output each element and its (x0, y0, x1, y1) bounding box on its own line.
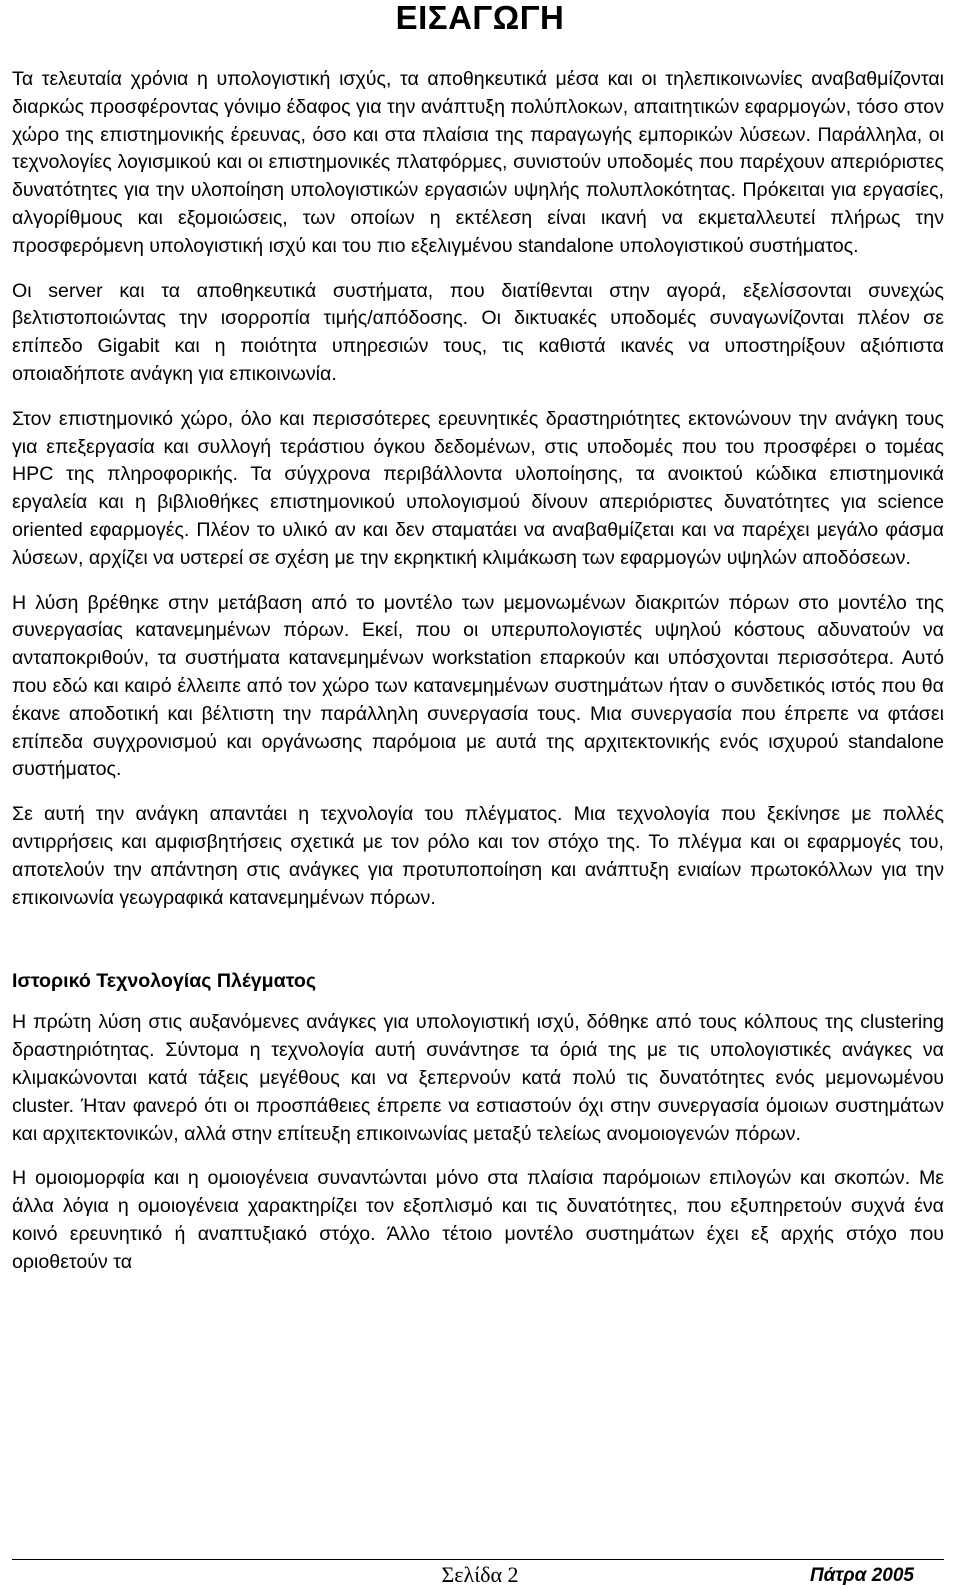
footer-place-year: Πάτρα 2005 (809, 1565, 914, 1586)
intro-paragraph-4: Η λύση βρέθηκε στην μετάβαση από το μοντέλο των μεμονωμένων διακριτών πόρων στο μοντέλο της συνεργασίας κατανεμημένων πόρων. Εκεί, που οι υπερυπολογιστές υψηλού κόστους αδυνατούν να ανταποκριθούν, τα συστήματα κατανεμημένων workstation επαρκούν και υπόσχονται περισσότερα. Αυτό που εδώ και καιρό έλλειπε από τον χώρο των κατανεμημένων συστημάτων ήταν ο συνδετικός ιστός που θα έκανε αποδοτική και βέλτιστη την παράλληλη συνεργασία τους. Μια συνεργασία που έπρεπε να φτάσει επίπεδα συγχρονισμού και οργάνωσης παρόμοια με αυτά της αρχιτεκτονικής ενός ισχυρού standalone συστήματος. (12, 591, 944, 781)
section-paragraph-2: Η ομοιομορφία και η ομοιογένεια συναντώνται μόνο στα πλαίσια παρόμοιων επιλογών και σκοπών. Με άλλα λόγια η ομοιογένεια χαρακτηρίζει τον εξοπλισμό και τις δυνατότητες, που εξυπηρετούν συχνά ένα κοινό ερευνητικό ή αναπτυξιακό στόχο. Άλλο τέτοιο μοντέλο συστημάτων έχει εξ αρχής στόχο που οριοθετούν τα (12, 1167, 944, 1273)
intro-paragraph-2: Οι server και τα αποθηκευτικά συστήματα, που διατίθενται στην αγορά, εξελίσσονται συνεχώς βελτιστοποιώντας την ισορροπία τιμής/απόδοσης. Οι δικτυακές υποδομές συναγωνίζονται πλέον σε επίπεδο Gigabit και η ποιότητα υπηρεσιών τους, τις καθιστά ικανές να υποστηρίξουν αξιόπιστα οποιαδήποτε ανάγκη για επικοινωνία. (12, 279, 944, 385)
page-title: ΕΙΣΑΓΩΓΗ (395, 0, 565, 36)
section-paragraph-1: Η πρώτη λύση στις αυξανόμενες ανάγκες για υπολογιστική ισχύ, δόθηκε από τους κόλπους της clustering δραστηριότητας. Σύντομα η τεχνολογία αυτή συνάντησε τα όριά της με τις υπολογιστικές ανάγκες να κλιμακώνονται κατά τάξεις μεγέθους και να ξεπερνούν κατά πολύ τις δυνατότητες ενός μεμονωμένου cluster. Ήταν φανερό ότι οι προσπάθειες έπρεπε να εστιαστούν όχι στην συνεργασία όμοιων συστημάτων και αρχιτεκτονικών, αλλά στην επίτευξη επικοινωνίας μεταξύ τελείως ανομοιογενών πόρων. (12, 1011, 944, 1145)
document-body (12, 66, 944, 1293)
intro-paragraph-1: Τα τελευταία χρόνια η υπολογιστική ισχύς, τα αποθηκευτικά μέσα και οι τηλεπικοινωνίες αναβαθμίζονται διαρκώς προσφέροντας γόνιμο έδαφος για την ανάπτυξη πολύπλοκων, απαιτητικών εφαρμογών, τόσο στον χώρο της επιστημονικής έρευνας, όσο και στα πλαίσια της παραγωγής εμπορικών λύσεων. Παράλληλα, οι τεχνολογίες λογισμικού και οι επιστημονικές πλατφόρμες, συνιστούν υποδομές που παρέχουν απεριόριστες δυνατότητες για την υλοποίηση υπολογιστικών εργασιών υψηλής πολυπλοκότητας. Πρόκειται για εργασίες, αλγορίθμους και εξομοιώσεις, των οποίων η εκτέλεση είναι ικανή να εκμεταλλευτεί πλήρως την προσφερόμενη υπολογιστική ισχύ και του πιο εξελιγμένου standalone υπολογιστικού συστήματος. (12, 68, 944, 257)
intro-paragraph-3: Στον επιστημονικό χώρο, όλο και περισσότερες ερευνητικές δραστηριότητες εκτονώνουν την ανάγκη τους για επεξεργασία και συλλογή τεράστιου όγκου δεδομένων, στις υποδομές που του προσφέρει ο τομέας HPC της πληροφορικής. Τα σύγχρονα περιβάλλοντα υλοποίησης, τα ανοικτού κώδικα επιστημονικά εργαλεία και η βιβλιοθήκες επιστημονικού υπολογισμού δίνουν απεριόριστες δυνατότητες για science oriented εφαρμογές. Πλέον το υλικό αν και δεν σταματάει να αναβαθμίζεται και να παρέχει μεγάλο φάσμα λύσεων, αρχίζει να υστερεί σε σχέση με την εκρηκτική κλιμάκωση των εφαρμογών υψηλών αποδόσεων. (12, 407, 944, 569)
footer-divider (12, 1559, 944, 1560)
footer-page-number: Σελίδα 2 (441, 1562, 519, 1587)
intro-paragraph-5: Σε αυτή την ανάγκη απαντάει η τεχνολογία του πλέγματος. Μια τεχνολογία που ξεκίνησε με πολλές αντιρρήσεις και αμφισβητήσεις σχετικά με τον ρόλο και τον στόχο της. Το πλέγμα και οι εφαρμογές του, αποτελούν την απάντηση στις ανάγκες για προτυποποίηση και ανάπτυξη ενιαίων πρωτοκόλλων για την επικοινωνία γεωγραφικά κατανεμημένων πόρων. (12, 803, 944, 909)
section-heading: Ιστορικό Τεχνολογίας Πλέγματος (12, 970, 317, 993)
